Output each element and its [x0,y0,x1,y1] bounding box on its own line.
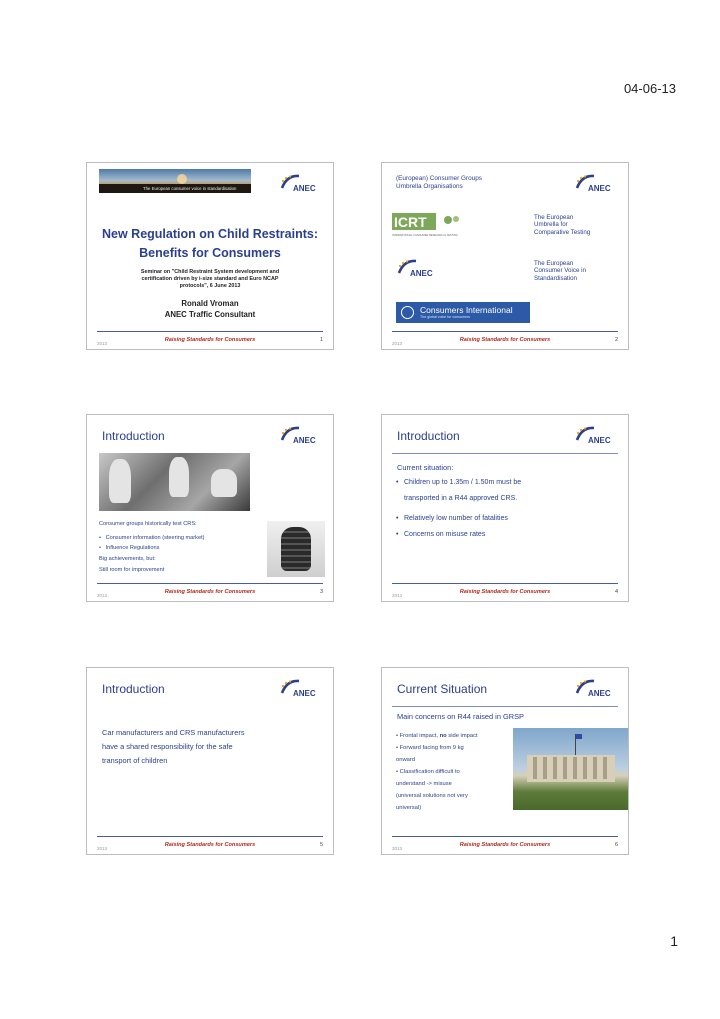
slide-6 [381,667,629,855]
org2-line-2: Consumer Voice in [534,267,586,275]
anec-logo-icon [574,424,618,446]
bullet-item: • Classification difficult to [396,769,460,775]
anec-logo-icon [574,172,618,194]
ci-name: Consumers International [420,305,513,315]
slide-number: 5 [319,842,323,848]
bullet-continuation: (universal solutions not very [396,793,468,799]
icrt-label: ICRT [394,214,427,230]
title-line-2: Benefits for Consumers [139,246,281,260]
presenter-role: ANEC Traffic Consultant [164,310,256,319]
slide-title [87,225,333,263]
bullet-continuation: universal) [396,805,422,811]
bullet-text: Influence Regulations [105,545,160,551]
footer-tagline: Raising Standards for Consumers [459,589,551,595]
seminar-info [109,269,311,289]
svg-text:ANEC: ANEC [293,184,316,193]
slide-5 [86,667,334,855]
footer-tagline: Raising Standards for Consumers [459,842,551,848]
svg-text:ANEC: ANEC [588,184,611,193]
slide-title: Introduction [102,682,165,696]
palais-des-nations-photo [513,728,628,810]
footer-tagline: Raising Standards for Consumers [164,337,256,343]
anec-logo-icon [396,257,440,279]
slide-title: Introduction [102,429,165,443]
org1-description [534,214,590,236]
situation-lead: Current situation: [397,463,454,472]
bullet-text: side impact [446,733,478,739]
slide-number: 4 [614,589,618,595]
svg-text:ANEC: ANEC [410,269,433,278]
child-seat-photo [267,521,325,577]
bullet-text: • Frontal impact, [396,733,440,739]
crash-test-photo [99,453,250,511]
bullet-item: • Consumer information (steering market) [99,535,205,541]
footer-tagline: Raising Standards for Consumers [164,842,256,848]
bullet-emphasis: no [439,733,447,739]
caption-line-2: Umbrella Organisations [396,183,463,190]
icrt-subtitle: INTERNATIONAL CONSUMER RESEARCH & TESTING [392,234,458,237]
body-line: Car manufacturers and CRS manufacturers [102,728,245,737]
anec-banner-photo [99,169,251,193]
anec-logo-icon [279,172,323,194]
org2-line-3: Standardisation [534,274,577,282]
svg-text:ANEC: ANEC [293,689,316,698]
bullet-item: • Influence Regulations [99,545,160,551]
body-line: have a shared responsibility for the safe [102,742,233,751]
seminar-line-3: protocols", 6 June 2013 [179,282,241,289]
bullet-item: • Relatively low number of fatalities [396,515,508,522]
seminar-line-1: Seminar on "Child Restraint System development and [140,269,280,275]
anec-logo-icon [574,677,618,699]
body-line: transport of children [102,756,168,765]
slide-3 [86,414,334,602]
ci-tagline: The global voice for consumers [420,315,470,319]
footer-year: 2013 [97,846,108,851]
bullet-continuation: understand -> misuse [396,781,452,787]
anec-logo-icon [279,424,323,446]
footer-year: 2013 [97,593,108,598]
slide-title: Current Situation [397,682,488,696]
bullet-text: Concerns on misuse rates [404,531,486,538]
slide-2 [381,162,629,350]
bullet-text: Children up to 1.35m / 1.50m must be [404,479,522,486]
body-line: Still room for improvement [99,567,165,573]
footer-year: 2013 [392,593,403,598]
slide-number: 1 [319,337,323,343]
slide-title: Introduction [397,429,460,443]
footer-year: 2013 [392,846,403,851]
slide-number: 2 [614,337,618,343]
bullet-continuation: transported in a R44 approved CRS. [404,495,518,502]
intro-lead: Consumer groups historically test CRS: [99,521,197,527]
bullet-continuation: onward [396,757,416,763]
org1-line-2: Umbrella for [534,221,568,229]
slide-4 [381,414,629,602]
anec-logo-icon [279,677,323,699]
footer-year: 2013 [97,341,108,346]
slide-1 [86,162,334,350]
svg-text:ANEC: ANEC [588,689,611,698]
body-line: Big achievements, but: [99,556,156,562]
org1-line-3: Comparative Testing [534,228,591,236]
slide-number: 6 [614,842,618,848]
globe-icon [401,306,414,319]
bullet-item: • Forward facing from 9 kg [396,745,464,751]
footer-year: 2013 [392,341,403,346]
footer-tagline: Raising Standards for Consumers [459,337,551,343]
caption-line-1: (European) Consumer Groups [396,175,482,182]
banner-text: The European consumer voice in standardisation [143,186,237,191]
footer-tagline: Raising Standards for Consumers [164,589,256,595]
org1-line-1: The European [534,214,574,221]
presenter-name: Ronald Vroman [181,299,239,308]
seminar-line-2: certification driven by i-size standard and Euro NCAP [141,275,279,282]
header-date: 04-06-13 [623,81,676,96]
bullet-text: Consumer information (steering market) [105,535,205,541]
page-number: 1 [670,933,678,949]
slide-caption [396,175,482,191]
svg-text:ANEC: ANEC [588,436,611,445]
svg-text:ANEC: ANEC [293,436,316,445]
consumers-international-logo [396,302,530,323]
bullet-item: • Children up to 1.35m / 1.50m must be [396,479,522,486]
concerns-lead: Main concerns on R44 raised in GRSP [397,712,524,721]
icrt-logo [392,211,468,237]
bullet-text: Relatively low number of fatalities [404,515,508,522]
slide-number: 3 [319,589,323,595]
presenter [87,298,333,320]
org2-description [534,260,586,282]
bullet-item: • Concerns on misuse rates [396,531,486,538]
title-line-1: New Regulation on Child Restraints: [102,227,318,241]
org2-line-1: The European [534,260,574,267]
bullet-item [396,733,478,739]
